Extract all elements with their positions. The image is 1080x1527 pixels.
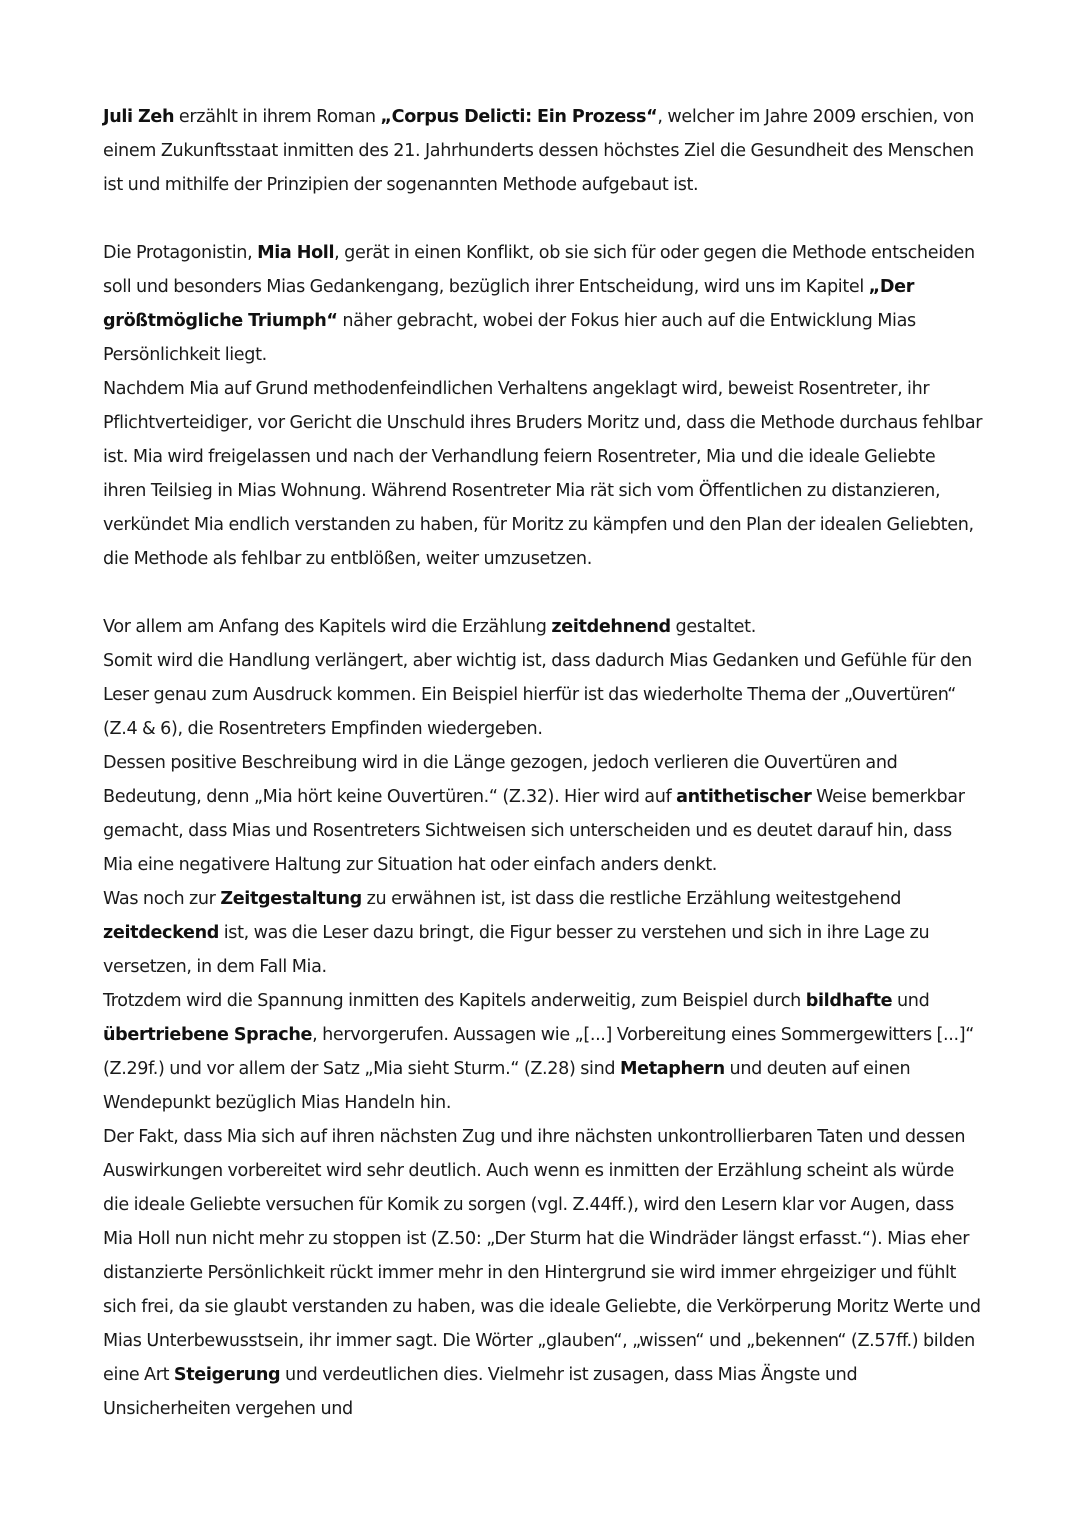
bold-term: Mia Holl [257, 243, 335, 263]
text-segment: Vor allem am Anfang des Kapitels wird die Erzählung [103, 617, 552, 637]
paragraph-spacer [103, 576, 983, 610]
text-segment: ist, was die Leser dazu bringt, die Figur besser zu verstehen und sich in ihre Lage zu versetzen, in dem Fall Mia. [103, 923, 930, 977]
text-segment: Der Fakt, dass Mia sich auf ihren nächsten Zug und ihre nächsten unkontrollierbaren Taten und dessen Auswirkungen vorbereitet wird sehr deutlich. Auch wenn es inmitten der Erzählung scheint als würde die ideale Geliebte versuchen für Komik zu sorgen (vgl. Z.44ff.), wird den Lesern klar vor Augen, dass Mia Holl nun nicht mehr zu stoppen ist (Z.50: „Der Sturm hat die Windräder längst erfasst.“). Mias eher distanzierte Persönlichkeit rückt immer mehr in den Hintergrund sie wird immer ehrgeiziger und fühlt sich frei, da sie glaubt verstanden zu haben, was die ideale Geliebte, die Verkörperung Moritz Werte und Mias Unterbewusstsein, ihr immer sagt. Die Wörter „glauben“, „wissen“ und „bekennen“ (Z.57ff.) bilden eine Art [103, 1127, 981, 1385]
document-body [103, 100, 983, 1426]
text-segment: , welcher im Jahre 2009 erschien, von einem Zukunftsstaat inmitten des 21. Jahrhunderts dessen höchstes Ziel die Gesundheit des Menschen ist und mithilfe der Prinzipien der sogenannten Methode aufgebaut ist. [103, 107, 975, 195]
paragraph-spacer [103, 202, 983, 236]
bold-term: „Der größtmögliche Triumph“ [103, 277, 915, 331]
text-segment: und verdeutlichen dies. Vielmehr ist zusagen, dass Mias Ängste und Unsicherheiten vergehen und [103, 1365, 858, 1419]
text-segment: zu erwähnen ist, ist dass die restliche Erzählung weitestgehend [361, 889, 902, 909]
paragraph [103, 1120, 983, 1426]
paragraph [103, 100, 983, 202]
text-segment: Dessen positive Beschreibung wird in die Länge gezogen, jedoch verlieren die Ouvertüren and Bedeutung, denn „Mia hört keine Ouvertüren.“ (Z.32). Hier wird auf [103, 753, 898, 807]
text-segment: Weise bemerkbar gemacht, dass Mias und Rosentreters Sichtweisen sich unterscheiden und es deutet darauf hin, dass Mia eine negativere Haltung zur Situation hat oder einfach anders denkt. [103, 787, 965, 875]
bold-term: bildhafte [805, 991, 893, 1011]
paragraph [103, 236, 983, 372]
text-segment: , gerät in einen Konflikt, ob sie sich für oder gegen die Methode entscheiden soll und besonders Mias Gedankengang, bezüglich ihrer Entscheidung, wird uns im Kapitel [103, 243, 975, 297]
text-segment: Nachdem Mia auf Grund methodenfeindlichen Verhaltens angeklagt wird, beweist Rosentreter, ihr Pflichtverteidiger, vor Gericht die Unschuld ihres Bruders Moritz und, dass die Methode durchaus fehlbar ist. Mia wird freigelassen und nach der Verhandlung feiern Rosentreter, Mia und die ideale Geliebte ihren Teilsieg in Mias Wohnung. Während Rosentreter Mia rät sich vom Öffentlichen zu distanzieren, verkündet Mia endlich verstanden zu haben, für Moritz zu kämpfen und den Plan der idealen Geliebten, die Methode als fehlbar zu entblößen, weiter umzusetzen. [103, 379, 983, 569]
bold-term: zeitdeckend [103, 923, 219, 943]
paragraph [103, 984, 983, 1120]
bold-term: Metaphern [619, 1059, 725, 1079]
bold-term: antithetischer [676, 787, 812, 807]
text-segment: Die Protagonistin, [103, 243, 258, 263]
paragraph [103, 882, 983, 984]
paragraph [103, 644, 983, 746]
text-segment: , hervorgerufen. Aussagen wie „[...] Vorbereitung eines Sommergewitters [...]“ (Z.29f.) und vor allem der Satz „Mia sieht Sturm.“ (Z.28) sind [103, 1025, 975, 1079]
text-segment: näher gebracht, wobei der Fokus hier auch auf die Entwicklung Mias Persönlichkeit liegt. [103, 311, 916, 365]
text-segment: Trotzdem wird die Spannung inmitten des Kapitels anderweitig, zum Beispiel durch [103, 991, 806, 1011]
paragraph [103, 610, 983, 644]
text-segment: Somit wird die Handlung verlängert, aber wichtig ist, dass dadurch Mias Gedanken und Gefühle für den Leser genau zum Ausdruck kommen. Ein Beispiel hierfür ist das wiederholte Thema der „Ouvertüren“ (Z.4 & 6), die Rosentreters Empfinden wiedergeben. [103, 651, 972, 739]
text-segment: Was noch zur [103, 889, 221, 909]
text-segment: und deuten auf einen Wendepunkt bezüglich Mias Handeln hin. [103, 1059, 911, 1113]
paragraph [103, 372, 983, 576]
text-segment: gestaltet. [670, 617, 756, 637]
bold-term: Juli Zeh [103, 107, 175, 127]
text-segment: erzählt in ihrem Roman [174, 107, 381, 127]
bold-term: „Corpus Delicti: Ein Prozess“ [380, 107, 658, 127]
bold-term: Steigerung [173, 1365, 281, 1385]
text-segment: und [892, 991, 930, 1011]
bold-term: zeitdehnend [551, 617, 671, 637]
bold-term: Zeitgestaltung [220, 889, 362, 909]
paragraph [103, 746, 983, 882]
bold-term: übertriebene Sprache [103, 1025, 313, 1045]
